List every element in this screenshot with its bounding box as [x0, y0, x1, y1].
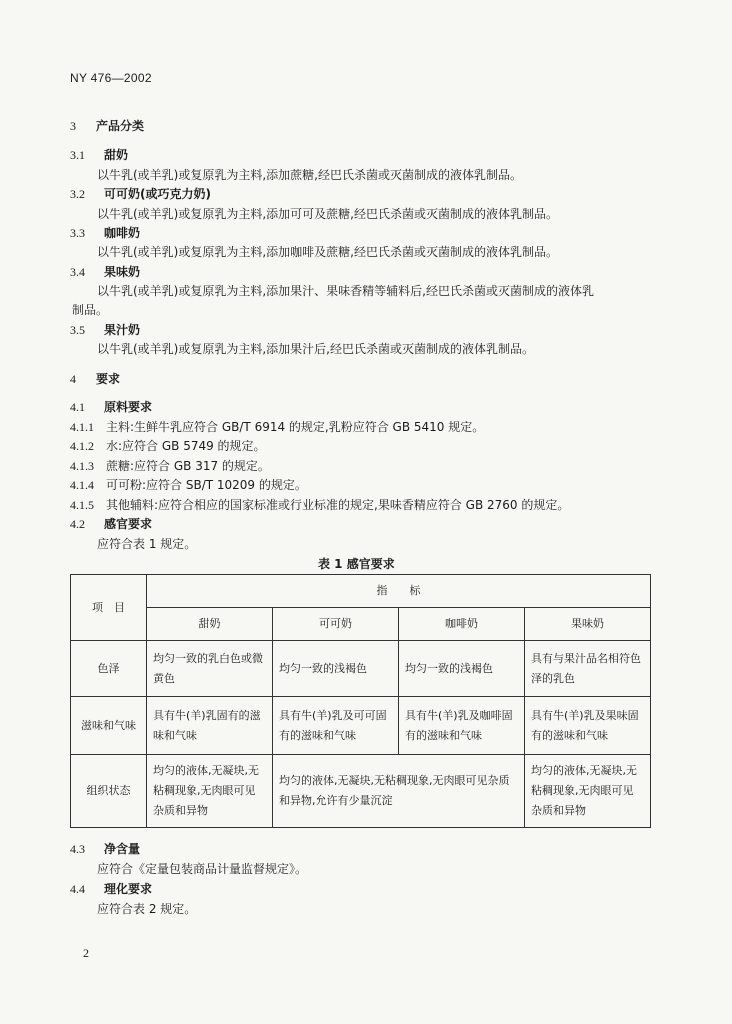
clause-3-4-body-line1: 以牛乳(或羊乳)或复原乳为主料,添加果汁、果味香精等辅料后,经巴氏杀菌或灭菌制成的液体乳: [97, 284, 594, 298]
header-item: 项 目: [71, 575, 147, 641]
row-label: 色泽: [71, 641, 147, 697]
section-3-heading: [70, 117, 144, 134]
table-cell: 均匀一致的浅褐色: [399, 641, 525, 697]
table-row: [71, 641, 651, 697]
clause-3-4-heading: 3.4 果味奶: [70, 265, 141, 279]
clause-4-3-heading: 4.3 净含量: [70, 842, 141, 856]
table-1-caption: 表 1 感官要求: [318, 557, 395, 571]
clause-4-3-body: 应符合《定量包装商品计量监督规定》。: [97, 862, 308, 876]
clause-3-3-heading: 3.3 咖啡奶: [70, 226, 141, 240]
row-label: 滋味和气味: [71, 697, 147, 755]
row-label: 组织状态: [71, 755, 147, 828]
clause-3-2-heading: 3.2 可可奶(或巧克力奶): [70, 187, 211, 201]
clause-4-1-4: 4.1.4 可可粉:应符合 SB/T 10209 的规定。: [70, 478, 307, 492]
table-row: [71, 697, 651, 755]
table-cell: 具有牛(羊)乳及咖啡固有的滋味和气味: [399, 697, 525, 755]
clause-3-5-heading: 3.5 果汁奶: [70, 323, 141, 337]
section-title: 产品分类: [96, 119, 145, 133]
clause-4-1-5: 4.1.5 其他辅料:应符合相应的国家标准或行业标准的规定,果味香精应符合 GB 2760 的规定。: [70, 498, 570, 512]
clause-4-2-body: 应符合表 1 规定。: [97, 537, 197, 551]
table-cell: 均匀的液体,无凝块,无粘稠现象,无肉眼可见杂质和异物: [525, 755, 651, 828]
page-number: 2: [83, 946, 89, 960]
column-header: 甜奶: [147, 608, 273, 641]
column-header: 可可奶: [273, 608, 399, 641]
table-cell: 具有牛(羊)乳及可可固有的滋味和气味: [273, 697, 399, 755]
table-cell: 具有与果汁品名相符色泽的乳色: [525, 641, 651, 697]
table-cell: 具有牛(羊)乳固有的滋味和气味: [147, 697, 273, 755]
table-cell-merged: 均匀的液体,无凝块,无粘稠现象,无肉眼可见杂质和异物,允许有少量沉淀: [273, 755, 525, 828]
clause-4-1-heading: 4.1 原料要求: [70, 400, 153, 414]
table-cell: 均匀一致的浅褐色: [273, 641, 399, 697]
clause-3-3-body: 以牛乳(或羊乳)或复原乳为主料,添加咖啡及蔗糖,经巴氏杀菌或灭菌制成的液体乳制品。: [97, 245, 558, 259]
table-cell: 均匀一致的乳白色或微黄色: [147, 641, 273, 697]
clause-3-5-body: 以牛乳(或羊乳)或复原乳为主料,添加果汁后,经巴氏杀菌或灭菌制成的液体乳制品。: [97, 342, 534, 356]
table-row: [71, 755, 651, 828]
clause-4-1-3: 4.1.3 蔗糖:应符合 GB 317 的规定。: [70, 459, 270, 473]
header-index: 指 标: [147, 575, 651, 608]
clause-3-2-body: 以牛乳(或羊乳)或复原乳为主料,添加可可及蔗糖,经巴氏杀菌或灭菌制成的液体乳制品。: [97, 207, 558, 221]
clause-4-4-heading: 4.4 理化要求: [70, 882, 153, 896]
clause-4-2-heading: 4.2 感官要求: [70, 517, 153, 531]
table-cell: 具有牛(羊)乳及果味固有的滋味和气味: [525, 697, 651, 755]
sensory-requirements-table: [70, 574, 651, 828]
column-header: 果味奶: [525, 608, 651, 641]
clause-4-1-1: 4.1.1 主料:生鲜牛乳应符合 GB/T 6914 的规定,乳粉应符合 GB 5410 规定。: [70, 420, 485, 434]
standard-number: NY 476—2002: [70, 71, 152, 85]
section-number: 3: [70, 119, 76, 133]
section-4-heading: 4 要求: [70, 372, 121, 386]
clause-4-4-body: 应符合表 2 规定。: [97, 902, 197, 916]
clause-3-1-body: 以牛乳(或羊乳)或复原乳为主料,添加蔗糖,经巴氏杀菌或灭菌制成的液体乳制品。: [97, 168, 522, 182]
table-cell: 均匀的液体,无凝块,无粘稠现象,无肉眼可见杂质和异物: [147, 755, 273, 828]
clause-4-1-2: 4.1.2 水:应符合 GB 5749 的规定。: [70, 439, 266, 453]
clause-3-1-heading: 3.1 甜奶: [70, 148, 129, 162]
column-header: 咖啡奶: [399, 608, 525, 641]
clause-3-4-body-line2: 制品。: [72, 303, 109, 317]
